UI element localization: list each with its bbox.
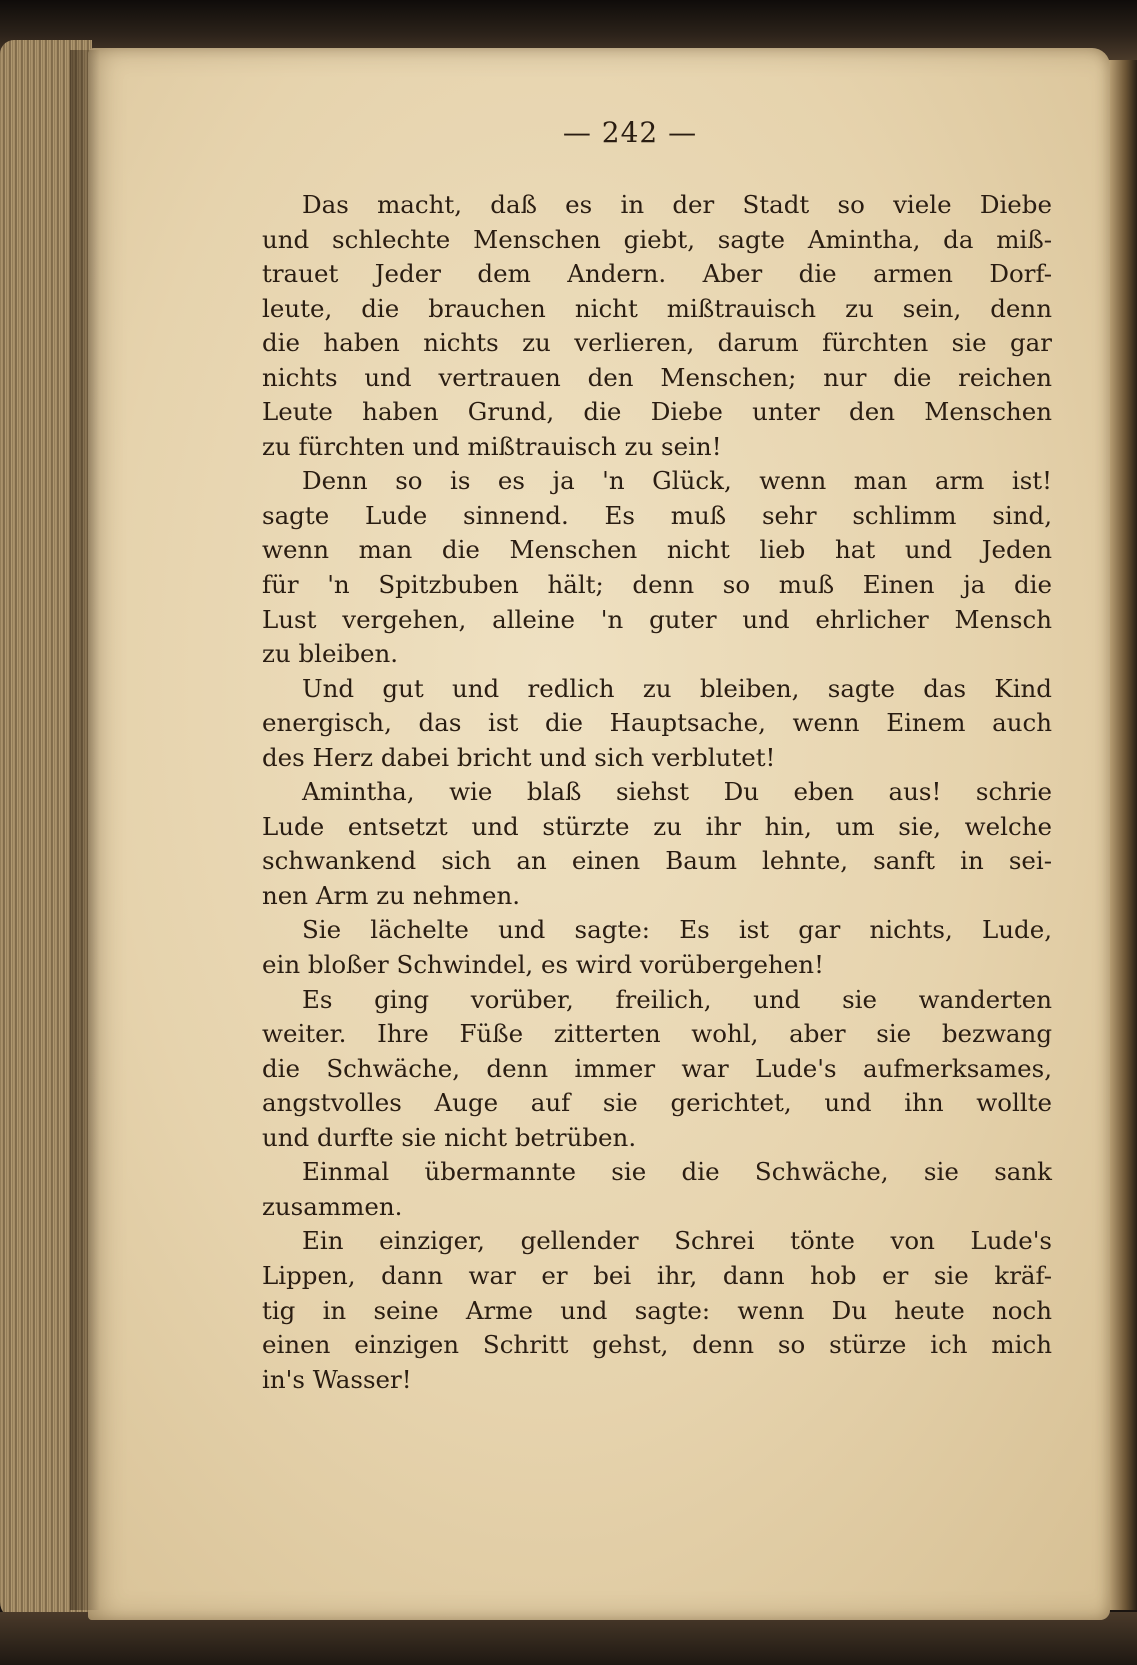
text-line: ein bloßer Schwindel, es wird vorübergehen! [262,950,824,980]
text-line: die haben nichts zu verlieren, darum fürchten sie gar [262,328,1052,358]
text-line: Denn so is es ja 'n Glück, wenn man arm ist! [302,466,1052,496]
text-line: zu fürchten und mißtrauisch zu sein! [262,431,722,461]
text-line: die Schwäche, denn immer war Lude's aufmerksames, [262,1053,1052,1083]
text-line: zusammen. [262,1191,403,1221]
text-line: für 'n Spitzbuben hält; denn so muß Einen ja die [262,570,1052,600]
text-line: Lust vergehen, alleine 'n guter und ehrlicher Mensch [262,604,1052,634]
text-line: und schlechte Menschen giebt, sagte Amintha, da miß- [262,224,1052,254]
text-line: Das macht, daß es in der Stadt so viele Diebe [302,190,1052,219]
text-line: Leute haben Grund, die Diebe unter den Menschen [262,397,1052,427]
text-line: angstvolles Auge auf sie gerichtet, und ihn wollte [262,1088,1052,1118]
text-line: in's Wasser! [262,1364,412,1394]
text-line: Ein einziger, gellender Schrei tönte von Lude's [302,1226,1052,1256]
text-line: Einmal übermannte sie die Schwäche, sie sank [302,1157,1052,1187]
text-line: Lude entsetzt und stürzte zu ihr hin, um sie, welche [262,811,1052,841]
text-line: Amintha, wie blaß siehst Du eben aus! schrie [302,777,1052,807]
page-text-block [262,188,1052,1397]
text-line: leute, die brauchen nicht mißtrauisch zu sein, denn [262,293,1052,323]
text-line: sagte Lude sinnend. Es muß sehr schlimm sind, [262,500,1052,530]
text-line: nen Arm zu nehmen. [262,880,521,910]
page-number: — 242 — [562,116,698,149]
text-line: und durfte sie nicht betrüben. [262,1122,637,1152]
text-line: Es ging vorüber, freilich, und sie wanderten [302,984,1052,1014]
text-line: Und gut und redlich zu bleiben, sagte das Kind [302,673,1052,703]
text-line: einen einzigen Schritt gehst, denn so stürze ich mich [262,1330,1052,1360]
text-line: zu bleiben. [262,639,399,669]
text-line: weiter. Ihre Füße zitterten wohl, aber sie bezwang [262,1019,1052,1049]
book-right-edge [1108,60,1137,1610]
spine-shadow [70,50,100,1610]
text-line: nichts und vertrauen den Menschen; nur die reichen [262,362,1052,392]
text-line: tig in seine Arme und sagte: wenn Du heute noch [262,1295,1052,1325]
text-line: energisch, das ist die Hauptsache, wenn Einem auch [262,708,1052,738]
text-line: schwankend sich an einen Baum lehnte, sanft in sei- [262,846,1052,876]
text-line: des Herz dabei bricht und sich verblutet! [262,742,776,772]
text-line: trauet Jeder dem Andern. Aber die armen Dorf- [262,259,1052,289]
text-line: Sie lächelte und sagte: Es ist gar nichts, Lude, [302,915,1052,945]
text-line: Lippen, dann war er bei ihr, dann hob er sie kräf- [262,1260,1052,1290]
text-line: wenn man die Menschen nicht lieb hat und Jeden [262,535,1052,565]
